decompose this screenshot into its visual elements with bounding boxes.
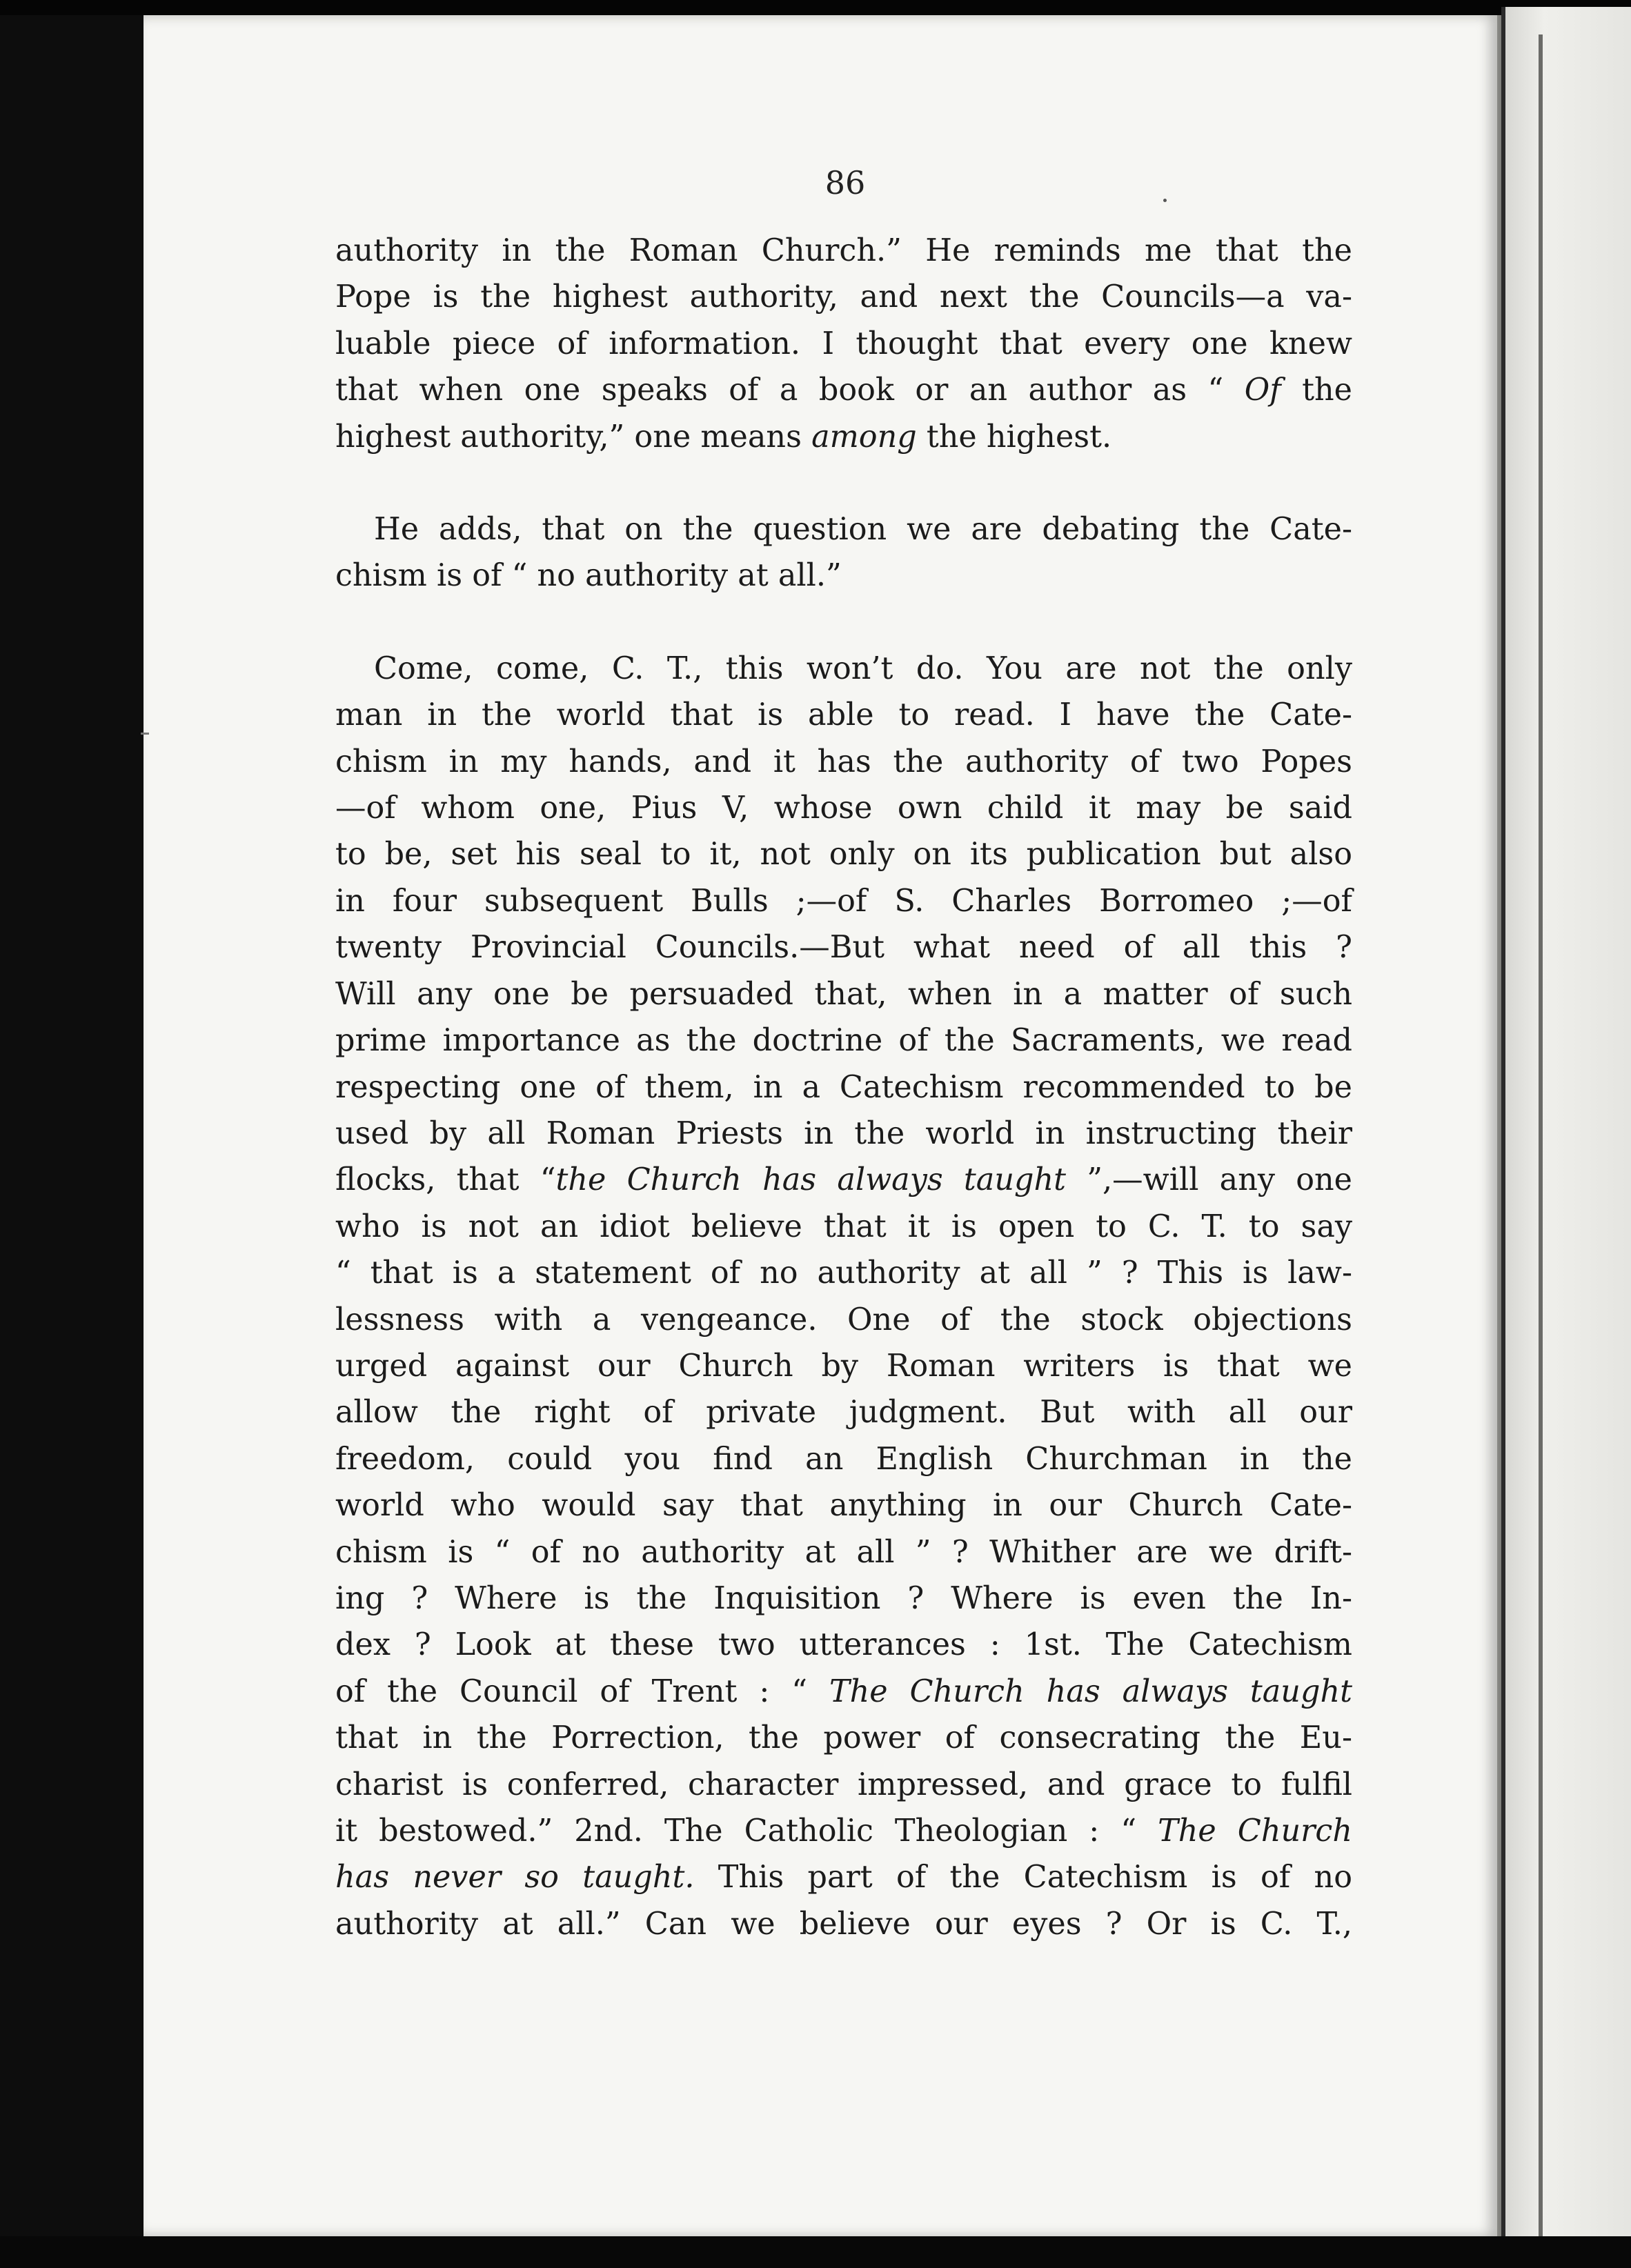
ink-speck — [1163, 199, 1167, 202]
text-line: man in the world that is able to read. I have the Cate- — [335, 697, 1352, 733]
text-line: chism is “ of no authority at all ” ? Whither are we drift- — [335, 1534, 1352, 1570]
text-line: Will any one be persuaded that, when in a matter of such — [335, 976, 1352, 1012]
text-line: —of whom one, Pius V, whose own child it may be said — [335, 790, 1352, 826]
text-line: Come, come, C. T., this won’t do. You are not the only — [374, 650, 1352, 686]
text-line: ing ? Where is the Inquisition ? Where is even the In- — [335, 1580, 1352, 1616]
italic-text: the Church has always taught — [555, 1162, 1067, 1198]
text-line: charist is conferred, character impressed, and grace to fulfil — [335, 1767, 1352, 1802]
paragraph — [335, 228, 1352, 460]
text-line: chism is of “ no authority at all.” — [335, 558, 842, 594]
text-line: to be, set his seal to it, not only on its publication but also — [335, 837, 1352, 873]
scan-top-edge — [0, 0, 1631, 15]
italic-text: among — [811, 419, 917, 455]
page-number: 86 — [824, 164, 866, 201]
text-line: has never so taught. This part of the Catechism is of no — [335, 1860, 1352, 1896]
text-line: that when one speaks of a book or an author as “ Of the — [335, 372, 1352, 408]
text-line: chism in my hands, and it has the authority of two Popes — [335, 744, 1352, 779]
text-line: in four subsequent Bulls ;—of S. Charles Borromeo ;—of — [335, 883, 1352, 919]
italic-text: Of — [1244, 372, 1281, 408]
text-line: lessness with a vengeance. One of the stock objections — [335, 1302, 1352, 1337]
text-line: luable piece of information. I thought that every one knew — [335, 326, 1352, 361]
text-line: it bestowed.” 2nd. The Catholic Theologian : “ The Church — [335, 1813, 1353, 1849]
text-line: world who would say that anything in our Church Cate- — [335, 1488, 1352, 1524]
text-line: of the Council of Trent : “ The Church has always taught — [335, 1673, 1352, 1709]
italic-text: has never so taught. — [335, 1860, 695, 1896]
facing-page-edge — [1501, 7, 1631, 2268]
paragraph — [335, 646, 1352, 1947]
paragraph — [335, 506, 1352, 599]
body-text — [335, 228, 1352, 1947]
text-line: allow the right of private judgment. But with all our — [335, 1395, 1352, 1431]
text-line: used by all Roman Priests in the world in instructing their — [335, 1115, 1352, 1151]
text-line: highest authority,” one means among the highest. — [335, 419, 1112, 455]
text-line: He adds, that on the question we are debating the Cate- — [374, 512, 1352, 548]
text-line: that in the Porrection, the power of consecrating the Eu- — [335, 1720, 1352, 1756]
text-line: prime importance as the doctrine of the Sacraments, we read — [335, 1023, 1352, 1059]
text-line: authority at all.” Can we believe our eyes ? Or is C. T., — [335, 1906, 1352, 1942]
text-line: freedom, could you find an English Churchman in the — [335, 1441, 1352, 1477]
text-line: who is not an idiot believe that it is open to C. T. to say — [335, 1208, 1352, 1244]
text-line: Pope is the highest authority, and next the Councils—a va- — [335, 279, 1352, 315]
text-line: “ that is a statement of no authority at all ” ? This is law- — [335, 1255, 1352, 1291]
text-line: urged against our Church by Roman writers is that we — [335, 1348, 1352, 1384]
text-line: dex ? Look at these two utterances : 1st. The Catechism — [335, 1627, 1352, 1663]
text-line: respecting one of them, in a Catechism recommended to be — [335, 1069, 1352, 1105]
text-line: flocks, that “the Church has always taught ”,—will any one — [335, 1162, 1353, 1198]
scan-bottom-edge — [0, 2236, 1631, 2268]
text-line: authority in the Roman Church.” He reminds me that the — [335, 233, 1352, 268]
italic-text: The Church has always taught — [829, 1673, 1352, 1709]
text-line: twenty Provincial Councils.—But what need of all this ? — [335, 930, 1352, 966]
margin-mark — [141, 733, 149, 735]
italic-text: The Church — [1158, 1813, 1353, 1849]
